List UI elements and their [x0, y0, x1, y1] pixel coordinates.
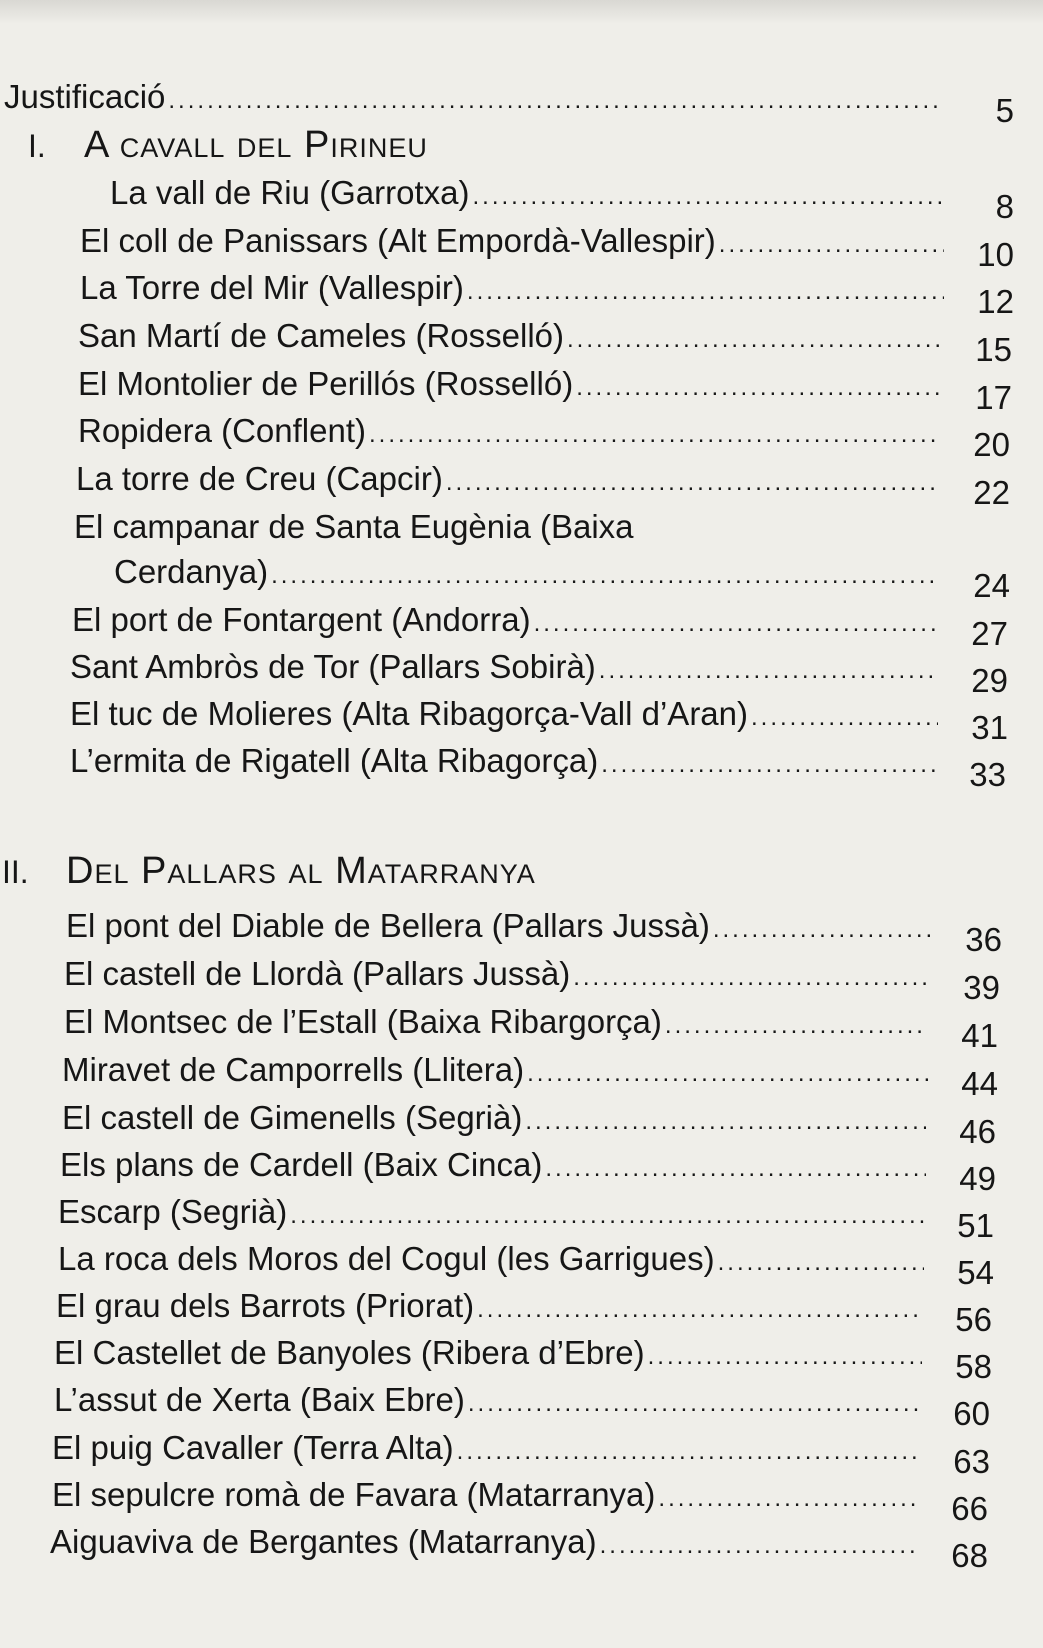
dot-leader: [567, 328, 942, 352]
section-numeral: II.: [2, 854, 29, 890]
toc-entry-page: 44: [961, 1065, 998, 1102]
toc-entry-title: El Montsec de l’Estall (Baixa Ribargorça): [64, 1003, 662, 1040]
dot-leader: [472, 185, 944, 209]
toc-entry-title: El puig Cavaller (Terra Alta): [52, 1429, 454, 1466]
toc-entry: [52, 1476, 988, 1527]
toc-entry-page: 5: [995, 92, 1014, 129]
toc-entry-title: La Torre del Mir (Vallespir): [80, 269, 464, 306]
toc-entry: [78, 412, 1010, 463]
toc-entry-page: 17: [975, 379, 1012, 416]
toc-entry: [52, 1429, 990, 1480]
dot-leader: [599, 659, 938, 683]
dot-leader: [290, 1204, 924, 1228]
section-title: A cavall del Pirineu: [84, 124, 428, 166]
toc-entry-page: 56: [955, 1301, 992, 1338]
toc-entry: [110, 174, 1014, 225]
dot-leader: [665, 1014, 928, 1038]
dot-leader: [457, 1440, 920, 1464]
toc-entry: [114, 553, 1010, 604]
dot-leader: [719, 233, 944, 257]
toc-entry: [64, 955, 1000, 1006]
toc-entry-title: San Martí de Cameles (Rosselló): [78, 317, 565, 354]
section-title: Del Pallars al Matarranya: [66, 850, 536, 892]
dot-leader: [658, 1487, 918, 1511]
toc-entry-page: 20: [973, 426, 1010, 463]
dot-leader: [545, 1157, 926, 1181]
toc-entry: [70, 648, 1008, 699]
toc-entry-title-continued: Cerdanya): [114, 553, 269, 590]
toc-entry-page: 29: [971, 662, 1008, 699]
dot-leader: [534, 612, 938, 636]
dot-leader: [713, 918, 932, 942]
toc-entry-title: La roca dels Moros del Cogul (les Garrigues): [58, 1240, 715, 1277]
toc-entry: [76, 460, 1010, 511]
dot-leader: [271, 564, 940, 588]
section-numeral: I.: [28, 128, 46, 164]
toc-entry-title: El tuc de Molieres (Alta Ribagorça-Vall d’Aran): [70, 695, 748, 732]
toc-entry-title: Aiguaviva de Bergantes (Matarranya): [50, 1523, 597, 1560]
toc-entry-title: L’assut de Xerta (Baix Ebre): [54, 1381, 465, 1418]
toc-entry-title: Els plans de Cardell (Baix Cinca): [60, 1146, 543, 1183]
toc-entry-page: 68: [951, 1537, 988, 1574]
toc-entry-page: 31: [971, 709, 1008, 746]
toc-entry-page: 12: [977, 283, 1014, 320]
toc-entry-title: El sepulcre romà de Favara (Matarranya): [52, 1476, 656, 1513]
toc-entry-page: 66: [951, 1490, 988, 1527]
toc-entry-title: El port de Fontargent (Andorra): [72, 601, 531, 638]
toc-entry-title: Justificació: [4, 78, 166, 115]
toc-entry: [56, 1287, 992, 1338]
toc-entry: [66, 907, 1002, 958]
dot-leader: [168, 89, 944, 113]
toc-entry-title: Ropidera (Conflent): [78, 412, 366, 449]
toc-entry-page: 39: [963, 969, 1000, 1006]
dot-leader: [601, 753, 936, 777]
dot-leader: [525, 1110, 926, 1134]
toc-entry-page: 27: [971, 615, 1008, 652]
dot-leader: [600, 1534, 918, 1558]
dot-leader: [573, 966, 930, 990]
dot-leader: [527, 1062, 928, 1086]
toc-entry-title: Escarp (Segrià): [58, 1193, 288, 1230]
toc-entry: [58, 1240, 994, 1291]
toc-entry: [58, 1193, 994, 1244]
toc-entry: [80, 269, 1014, 320]
toc-entry-page: 46: [959, 1113, 996, 1150]
section-heading-2: [2, 852, 536, 890]
toc-entry-title: La vall de Riu (Garrotxa): [110, 174, 470, 211]
toc-entry: [62, 1099, 996, 1150]
toc-entry-page: 63: [953, 1443, 990, 1480]
toc-entry-page: 51: [957, 1207, 994, 1244]
toc-entry-page: 10: [977, 236, 1014, 273]
toc-entry: [70, 742, 1006, 793]
section-heading-1: [28, 126, 428, 164]
toc-entry: [54, 1334, 992, 1385]
toc-entry-title-first-line: El campanar de Santa Eugènia (Baixa: [74, 508, 634, 545]
page-edge-shadow: [0, 0, 1043, 24]
toc-entry-page: 15: [975, 331, 1012, 368]
toc-entry: [70, 695, 1008, 746]
toc-entry-title: Sant Ambròs de Tor (Pallars Sobirà): [70, 648, 596, 685]
toc-entry-title: El castell de Gimenells (Segrià): [62, 1099, 523, 1136]
dot-leader: [446, 471, 940, 495]
dot-leader: [468, 1392, 920, 1416]
toc-entry-page: 60: [953, 1395, 990, 1432]
toc-entry: [64, 1003, 998, 1054]
toc-entry: [54, 1381, 990, 1432]
toc-entry: [60, 1146, 996, 1197]
toc-entry-title: El Montolier de Perillós (Rosselló): [78, 365, 574, 402]
toc-entry-title: El coll de Panissars (Alt Empordà-Vallespir): [80, 222, 716, 259]
toc-entry-title: La torre de Creu (Capcir): [76, 460, 443, 497]
toc-entry-title: El pont del Diable de Bellera (Pallars Jussà): [66, 907, 710, 944]
dot-leader: [467, 280, 944, 304]
dot-leader: [477, 1298, 922, 1322]
toc-entry-title: L’ermita de Rigatell (Alta Ribagorça): [70, 742, 599, 779]
toc-entry-page: 41: [961, 1017, 998, 1054]
dot-leader: [576, 376, 942, 400]
dot-leader: [718, 1251, 924, 1275]
toc-entry-title: El Castellet de Banyoles (Ribera d’Ebre): [54, 1334, 645, 1371]
toc-entry: [80, 222, 1014, 273]
toc-entry-title: Miravet de Camporrells (Llitera): [62, 1051, 525, 1088]
toc-entry: [72, 601, 1008, 652]
toc-entry: [78, 365, 1012, 416]
toc-entry-page: 36: [965, 921, 1002, 958]
toc-entry-page: 54: [957, 1254, 994, 1291]
toc-entry: [50, 1523, 988, 1574]
toc-entry-page: 33: [969, 756, 1006, 793]
toc-entry-page: 24: [973, 567, 1010, 604]
dot-leader: [369, 423, 940, 447]
toc-entry-page: 58: [955, 1348, 992, 1385]
toc-entry-page: 49: [959, 1160, 996, 1197]
dot-leader: [648, 1345, 922, 1369]
toc-entry-page: 22: [973, 474, 1010, 511]
toc-entry: [78, 317, 1012, 368]
dot-leader: [751, 706, 938, 730]
toc-entry: [62, 1051, 998, 1102]
toc-entry-justificacio: [4, 78, 1014, 129]
toc-entry-title: El grau dels Barrots (Priorat): [56, 1287, 475, 1324]
toc-entry-title: El castell de Llordà (Pallars Jussà): [64, 955, 571, 992]
toc-entry-page: 8: [995, 188, 1014, 225]
